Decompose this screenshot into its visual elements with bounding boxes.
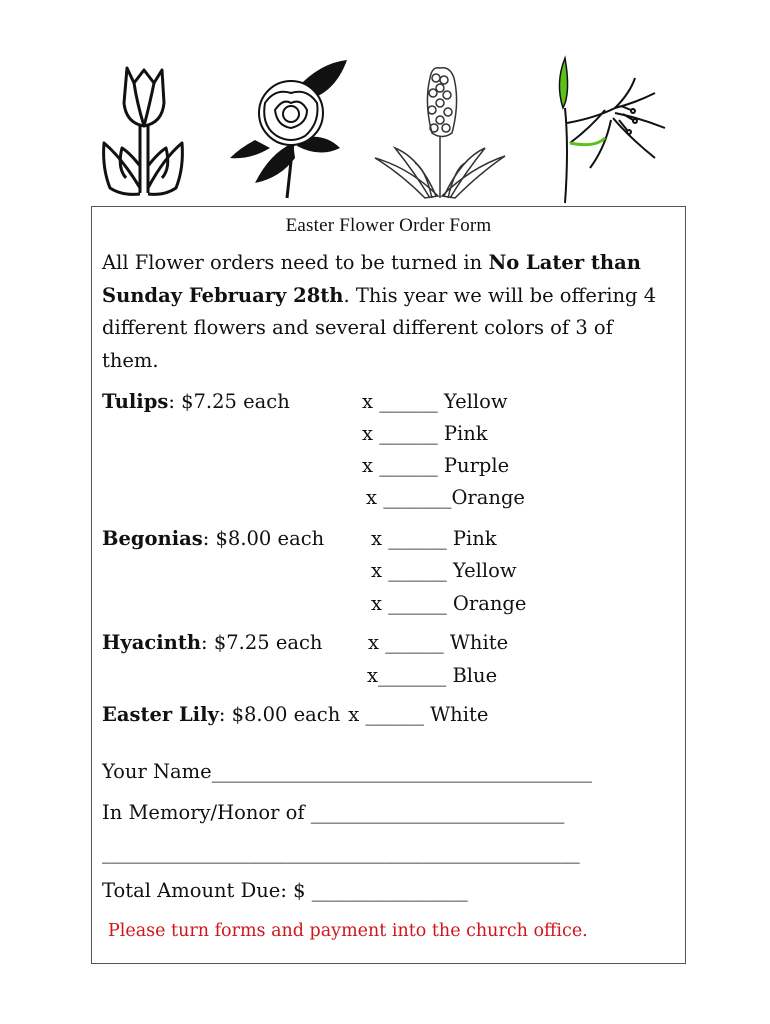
- total-amount-field[interactable]: Total Amount Due: $ ________________: [102, 879, 468, 902]
- hyacinth-icon: [370, 48, 510, 208]
- item-price: : $8.00 each: [202, 527, 325, 550]
- begonia-icon: [225, 48, 355, 208]
- item-name: Easter Lily: [102, 703, 219, 726]
- item-begonias: [102, 527, 324, 550]
- begonias-yellow-qty[interactable]: x ______ Yellow: [371, 559, 517, 582]
- item-name: Hyacinth: [102, 631, 202, 654]
- begonias-pink-qty[interactable]: x ______ Pink: [371, 527, 497, 550]
- tulips-orange-qty[interactable]: x _______Orange: [366, 486, 525, 509]
- item-name: Tulips: [102, 390, 169, 413]
- intro-paragraph: [102, 247, 672, 377]
- order-form: [91, 206, 686, 964]
- intro-text: All Flower orders need to be turned in: [102, 251, 489, 274]
- in-memory-continuation-line[interactable]: _________________________________________________: [102, 841, 580, 864]
- intro-text-cont: . This year we will be offering 4 different flowers and several different colors of 3 of them.: [102, 283, 657, 372]
- tulips-pink-qty[interactable]: x ______ Pink: [362, 422, 488, 445]
- item-hyacinth: [102, 631, 322, 654]
- form-title: Easter Flower Order Form: [285, 215, 492, 236]
- deadline-text: No Later than Sunday February 28th: [102, 251, 641, 307]
- item-price: : $7.25 each: [201, 631, 323, 654]
- your-name-field[interactable]: Your Name_______________________________________: [102, 760, 592, 783]
- easter-lily-icon: [535, 48, 675, 208]
- easter-lily-white-qty[interactable]: x ______ White: [348, 703, 489, 726]
- hyacinth-blue-qty[interactable]: x_______ Blue: [367, 664, 498, 687]
- submission-notice: Please turn forms and payment into the church office.: [108, 921, 588, 941]
- tulip-icon: [92, 48, 192, 208]
- hyacinth-white-qty[interactable]: x ______ White: [368, 631, 509, 654]
- tulips-yellow-qty[interactable]: x ______ Yellow: [362, 390, 508, 413]
- item-name: Begonias: [102, 527, 203, 550]
- in-memory-field[interactable]: In Memory/Honor of __________________________: [102, 801, 565, 824]
- item-easter-lily: [102, 703, 488, 726]
- begonias-orange-qty[interactable]: x ______ Orange: [371, 592, 527, 615]
- item-tulips: [102, 390, 290, 413]
- item-price: : $7.25 each: [168, 390, 290, 413]
- item-price: : $8.00 each: [218, 703, 341, 726]
- tulips-purple-qty[interactable]: x ______ Purple: [362, 454, 510, 477]
